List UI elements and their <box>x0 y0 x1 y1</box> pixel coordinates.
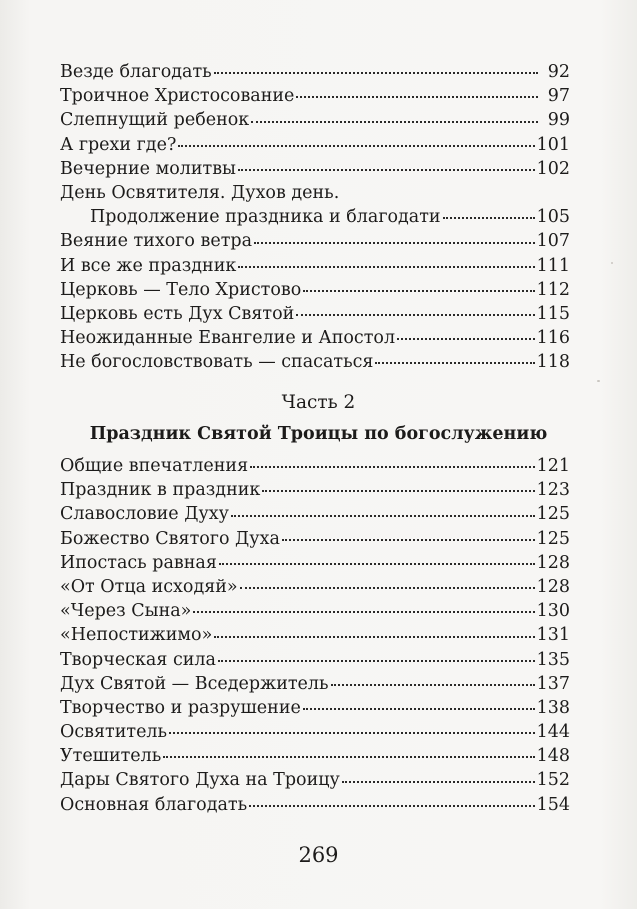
dot-leader <box>193 610 534 613</box>
toc-entry <box>60 181 570 205</box>
toc-entry-title: Творчество и разрушение <box>60 697 301 718</box>
toc-entry-title: Творческая сила <box>60 649 216 670</box>
toc-entry-page: 128 <box>536 552 570 573</box>
toc-entry-page: 135 <box>536 649 570 670</box>
toc-entry-title: Веяние тихого ветра <box>60 231 253 252</box>
toc-section-1 <box>60 60 570 374</box>
part-title: Праздник Святой Троицы по богослужению <box>89 424 548 444</box>
toc-entry <box>60 350 570 374</box>
toc-entry-title: «Непостижимо» <box>60 625 213 646</box>
dot-leader <box>282 538 535 541</box>
toc-entry-page: 107 <box>536 231 570 252</box>
toc-entry <box>60 623 570 647</box>
dot-leader <box>219 562 535 565</box>
toc-entry <box>60 454 570 478</box>
toc-entry-page: 102 <box>536 158 570 179</box>
toc-entry-title: Дары Святого Духа на Троицу <box>60 770 340 791</box>
toc-entry-page: 118 <box>536 352 570 373</box>
dot-leader <box>251 120 538 123</box>
toc-entry-page: 131 <box>536 625 570 646</box>
toc-entry-page: 115 <box>536 303 570 324</box>
toc-entry <box>60 278 570 302</box>
toc-entry <box>60 157 570 181</box>
toc-entry-title: Ипостась равная <box>60 552 217 573</box>
toc-entry-title: Везде благодать <box>60 62 212 82</box>
toc-entry <box>60 672 570 696</box>
dot-leader <box>375 361 534 364</box>
toc-entry-page: 138 <box>536 697 570 718</box>
toc-entry-page: 137 <box>536 673 570 694</box>
toc-entry-title: Церковь — Тело Христово <box>60 279 302 300</box>
toc-entry <box>60 648 570 672</box>
toc-entry <box>60 229 570 253</box>
toc-entry-page: 148 <box>536 746 570 767</box>
dot-leader <box>331 683 535 686</box>
toc-entry-title: Слепнущий ребенок <box>60 110 250 131</box>
toc-entry-page: 125 <box>536 504 570 525</box>
toc-section-2 <box>60 454 570 817</box>
toc-entry-title: Троичное Христосование <box>60 86 295 107</box>
toc-entry <box>60 302 570 326</box>
toc-entry-title: Дух Святой — Вседержитель <box>60 673 329 694</box>
toc-entry-page: 121 <box>536 456 570 476</box>
dot-leader <box>397 337 535 340</box>
dot-leader <box>238 168 535 171</box>
toc-entry-title: Неожиданные Евангелие и Апостол <box>60 328 396 349</box>
dot-leader <box>240 586 535 589</box>
toc-entry <box>60 793 570 817</box>
toc-entry-page: 92 <box>547 62 570 82</box>
dot-leader <box>214 635 534 638</box>
toc-entry-title: «Через Сына» <box>60 601 192 622</box>
toc-entry-title: И все же праздник <box>60 255 237 276</box>
dot-leader <box>296 95 538 98</box>
toc-entry-title: Божество Святого Духа <box>60 528 280 549</box>
dot-leader <box>178 144 534 147</box>
dot-leader <box>214 71 538 74</box>
toc-entry <box>60 551 570 575</box>
toc-entry-page: 97 <box>547 86 570 107</box>
toc-entry <box>60 527 570 551</box>
dot-leader <box>262 489 534 492</box>
dot-leader <box>238 265 534 268</box>
dot-leader <box>231 514 535 517</box>
toc-entry-page: 99 <box>547 110 570 131</box>
toc-entry-title: Основная благодать <box>60 794 248 815</box>
toc-entry <box>60 502 570 526</box>
toc-entry-title: Славословие Духу <box>60 504 229 525</box>
page-number: 269 <box>298 843 339 867</box>
dot-leader <box>342 780 535 783</box>
toc-entry <box>60 326 570 350</box>
toc-entry <box>60 768 570 792</box>
toc-entry-title: Церковь есть Дух Святой <box>60 303 295 324</box>
toc-entry-title: Продолжение праздника и благодати <box>90 207 441 228</box>
toc-entry <box>60 108 570 132</box>
paper-speck <box>611 262 613 264</box>
toc-entry <box>60 599 570 623</box>
dot-leader <box>249 804 534 807</box>
toc-entry <box>60 744 570 768</box>
dot-leader <box>163 755 534 758</box>
dot-leader <box>218 659 535 662</box>
toc-entry-title: Утешитель <box>60 746 162 767</box>
dot-leader <box>443 216 535 219</box>
toc-entry <box>60 254 570 278</box>
toc-entry-title: Освятитель <box>60 722 168 743</box>
dot-leader <box>254 241 535 244</box>
toc-entry-page: 130 <box>536 601 570 622</box>
toc-entry <box>60 133 570 157</box>
toc-entry <box>60 84 570 108</box>
toc-entry-page: 112 <box>536 279 570 300</box>
toc-entry <box>60 60 570 84</box>
dot-leader <box>296 313 534 316</box>
toc-entry-page: 144 <box>536 722 570 743</box>
toc-entry <box>60 696 570 720</box>
toc-entry <box>60 720 570 744</box>
dot-leader <box>250 465 534 468</box>
toc-entry-page: 101 <box>536 134 570 155</box>
toc-entry <box>60 575 570 599</box>
toc-entry-title: Общие впечатления <box>60 456 249 476</box>
toc-entry-title: День Освятителя. Духов день. <box>60 182 340 203</box>
toc-entry-page: 123 <box>536 480 570 501</box>
toc-entry-page: 128 <box>536 576 570 597</box>
toc-entry-page: 125 <box>536 528 570 549</box>
toc-entry-page: 111 <box>536 255 570 276</box>
toc-entry-title: А грехи где? <box>60 134 177 155</box>
toc-entry-title: Вечерние молитвы <box>60 158 236 179</box>
dot-leader <box>303 707 535 710</box>
toc-entry-page: 116 <box>536 328 570 349</box>
toc-entry-title: Праздник в праздник <box>60 480 261 501</box>
toc-entry-title: «От Отца исходяй» <box>60 576 238 597</box>
part-label: Часть 2 <box>281 392 356 413</box>
toc-entry-page: 105 <box>536 207 570 228</box>
toc-entry-title: Не богословствовать — спасаться <box>60 352 374 373</box>
dot-leader <box>169 731 535 734</box>
toc-entry-page: 154 <box>536 794 570 815</box>
toc-entry-page: 152 <box>536 770 570 791</box>
toc-entry <box>60 205 570 229</box>
toc-entry <box>60 478 570 502</box>
dot-leader <box>303 289 534 292</box>
paper-speck <box>597 380 600 382</box>
